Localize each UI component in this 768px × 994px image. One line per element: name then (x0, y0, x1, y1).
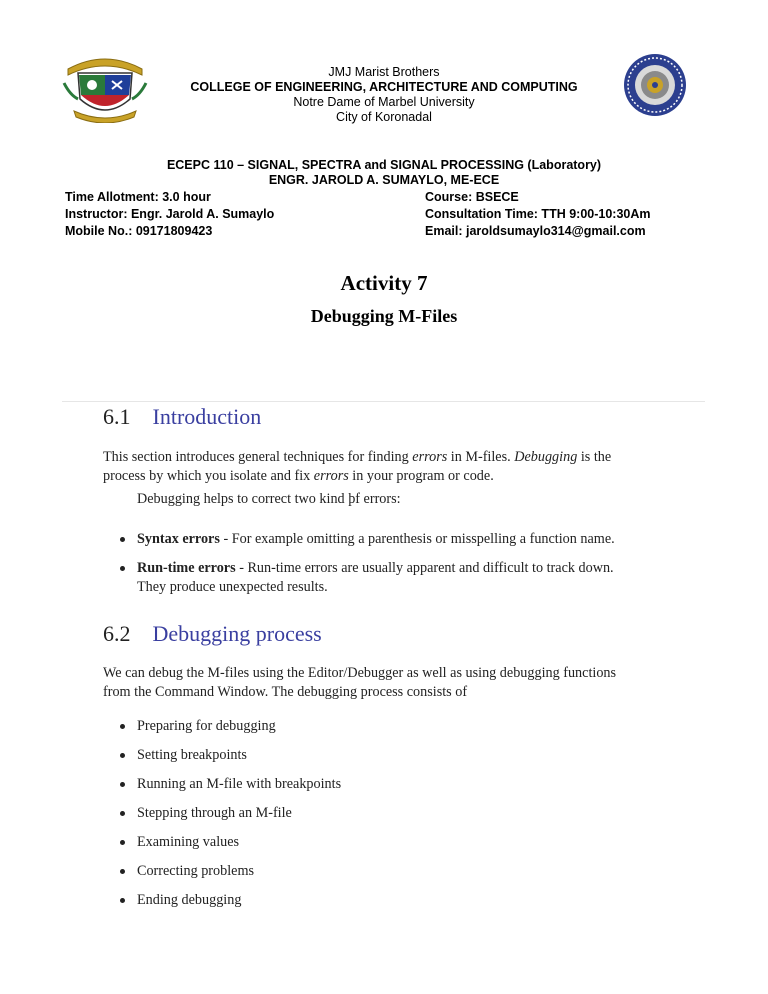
header-university: Notre Dame of Marbel University (293, 95, 475, 109)
bullet-dot (120, 840, 125, 845)
para-line: from the Command Window. The debugging process consists of (103, 684, 468, 700)
para-text: process by which you isolate and fix (103, 468, 314, 484)
bullet-dot (120, 724, 125, 729)
para-text: in your program or code. (348, 468, 494, 484)
mobile-number: Mobile No.: 09171809423 (65, 224, 213, 238)
list-item-text: Running an M-file with breakpoints (137, 776, 342, 792)
para-line: We can debug the M-files using the Editor/Debugger as well as using debugging functions (103, 665, 617, 681)
bullet-term: Run-time errors (137, 560, 236, 576)
section-6-1-number: 6.1 (103, 404, 131, 429)
header-college: COLLEGE OF ENGINEERING, ARCHITECTURE AND COMPUTING (190, 80, 578, 94)
list-item (137, 891, 241, 910)
list-item-text: Examining values (137, 834, 240, 850)
activity-title: Activity 7 (340, 271, 428, 295)
para-text: in M-files. (447, 449, 515, 465)
para-emph: Debugging (514, 449, 578, 465)
list-item (137, 775, 341, 794)
header-city: City of Koronadal (336, 110, 432, 124)
bullet-dot (120, 537, 125, 542)
bullet-dot (120, 869, 125, 874)
section-6-2-heading (103, 621, 322, 647)
email-address: Email: jaroldsumaylo314@gmail.com (425, 224, 646, 238)
section-6-2-number: 6.2 (103, 621, 131, 646)
bullet-dot (120, 811, 125, 816)
section-6-1-title: Introduction (152, 404, 262, 429)
bullet-text: - Run-time errors are usually apparent and difficult to track down. (235, 560, 614, 576)
bullet-term: Syntax errors (137, 531, 220, 547)
section-6-1-heading (103, 404, 261, 430)
para-text: is the (577, 449, 612, 465)
list-item-text: Ending debugging (137, 892, 242, 908)
bullet-dot (120, 566, 125, 571)
bullet-dot (120, 753, 125, 758)
bullet-text: - For example omitting a parenthesis or misspelling a function name. (219, 531, 615, 547)
list-item-text: Correcting problems (137, 863, 255, 879)
section-divider (62, 401, 705, 402)
list-item-text: Stepping through an M-file (137, 805, 292, 821)
bullet-syntax-errors (137, 530, 697, 549)
course-title: ECEPC 110 – SIGNAL, SPECTRA and SIGNAL PROCESSING (Laboratory) (166, 158, 602, 172)
section-6-1-paragraph (103, 448, 683, 486)
activity-subtitle: Debugging M-Files (310, 306, 458, 326)
consultation-time: Consultation Time: TTH 9:00-10:30Am (425, 207, 651, 221)
bullet-dot (120, 782, 125, 787)
para-text: This section introduces general techniques for finding (103, 449, 413, 465)
course-name: Course: BSECE (425, 190, 519, 204)
list-item (137, 833, 239, 852)
list-item-text: Preparing for debugging (137, 718, 276, 734)
bullet-dot (120, 898, 125, 903)
instructor-heading: ENGR. JAROLD A. SUMAYLO, ME-ECE (268, 173, 500, 187)
time-allotment: Time Allotment: 3.0 hour (65, 190, 211, 204)
bullet-text-continued: They produce unexpected results. (137, 579, 328, 595)
list-item-text: Setting breakpoints (137, 747, 247, 763)
para-emph: errors (313, 468, 349, 484)
header-line1: JMJ Marist Brothers (328, 65, 440, 79)
list-item (137, 717, 276, 736)
para-emph: errors (412, 449, 448, 465)
list-item (137, 804, 292, 823)
list-item (137, 862, 254, 881)
instructor-name: Instructor: Engr. Jarold A. Sumaylo (65, 207, 275, 221)
list-item (137, 746, 247, 765)
bullet-runtime-errors (137, 559, 697, 597)
section-6-1-paragraph2: Debugging helps to correct two kind þf errors: (137, 491, 401, 507)
section-6-2-title: Debugging process (152, 621, 322, 646)
section-6-2-paragraph (103, 664, 693, 702)
